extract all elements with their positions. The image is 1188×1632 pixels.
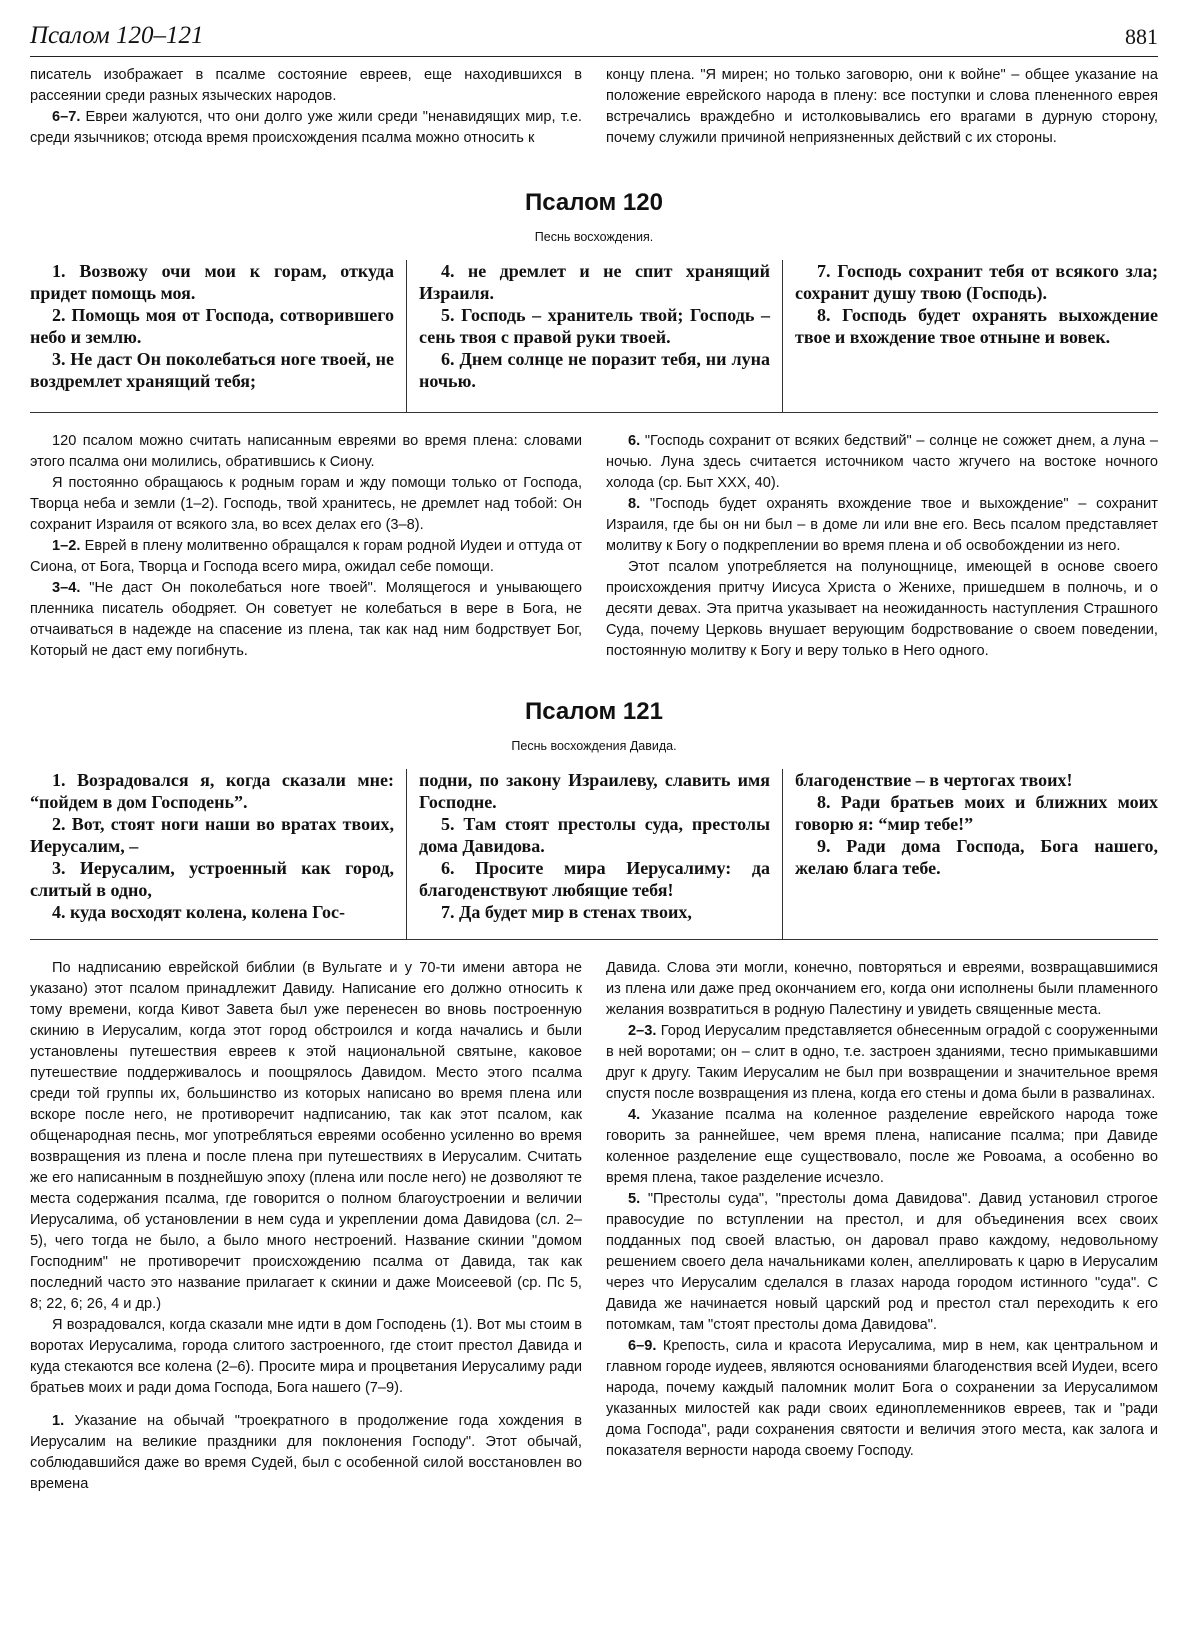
paragraph-text: "Престолы суда", "престолы дома Давидова". Давид установил строгое правосудие по вступлении на престол, и для объединения всех своих подданных под своей властью, он даровал право каждому, недовольному решением своего дела начальниками колен, апеллировать к царю в Иерусалим через что Иерусалим сделался в глазах народа городом истинного "суда". С Давида же начинается новый царский род и престол стал переходить к его потомкам, там "стоят престолы дома Давидова". bbox=[606, 1191, 1158, 1333]
paragraph-text: Евреи жалуются, что они долго уже жили среди "ненавидящих мир, т.е. среди язычников; отсюда время происхождения псалма можно относить к bbox=[30, 109, 582, 146]
paragraph-text: Я постоянно обращаюсь к родным горам и жду помощи только от Господа, Творца неба и земли (1–2). Господь, твой хранитесь, не дремлет над тобой: Он сохранит Израиля от всякого зла, во всех делах его (3–8). bbox=[30, 475, 582, 533]
verse-reference: 2–3. bbox=[628, 1023, 657, 1039]
psalm-121-verse-column-3 bbox=[782, 769, 1158, 939]
paragraph bbox=[606, 958, 1158, 1021]
paragraph bbox=[606, 557, 1158, 662]
verse: 1. Возвожу очи мои к горам, откуда придет помощь моя. bbox=[30, 261, 394, 303]
paragraph bbox=[30, 958, 582, 1315]
paragraph bbox=[606, 1021, 1158, 1105]
verse-reference: 5. bbox=[628, 1191, 641, 1207]
verse: 4. куда восходят колена, колена Гос- bbox=[52, 902, 345, 922]
paragraph bbox=[606, 1189, 1158, 1336]
paragraph-text: Этот псалом употребляется на полунощнице, имеющей в основе своего происхождения притчу Иисуса Христа о Женихе, пришедшем в полночь, и о десяти девах. Эта притча указывает на неожиданность наступления Страшного Суда, почему Церковь внушает верующим бодрствование о своем поведении, постоянную молитву к Богу и веру только в Него одного. bbox=[606, 559, 1158, 659]
verse: 7. Да будет мир в стенах твоих, bbox=[441, 902, 692, 922]
verse: 6. Днем солнце не поразит тебя, ни луна ночью. bbox=[419, 349, 770, 391]
paragraph-text: "Господь сохранит от всяких бедствий" – солнце не сожжет днем, а луна – ночью. Луна здесь считается источником часто жгучего на востоке ночного холода (ср. Быт XXX, 40). bbox=[606, 433, 1158, 491]
paragraph bbox=[606, 65, 1158, 149]
paragraph bbox=[30, 107, 582, 149]
paragraph bbox=[30, 1315, 582, 1399]
paragraph-text: По надписанию еврейской библии (в Вульгате и у 70-ти имени автора не указано) этот псалом принадлежит Давиду. Написание его должно относить к тому времени, когда Кивот Завета был уже перенесен во вновь построенную скинию в Иерусалим, когда этот город обстроился и когда начались и были установлены путешествия евреев к этой национальной святыне, каковое путешествие поддерживалось и поощрялось Давидом. Место этого псалма среди той группы их, большинство из которых написано во время плена или вскоре после него, не противоречит надписанию, так как этот псалом, как общенародная песнь, мог употребляться евреями особенно усиленно во время возвращения из плена и после плена при путешествиях в Иерусалим. Считать же его написанным в позднейшую эпоху (плена или после него) не дозволяют те места содержания псалма, где говорится о полном благоустроении и величии Иерусалима, об установлении в нем суда и укреплении дома Давидова (сл. 2–5), чего тогда не было, а было много нестроений. Название скинии "домом Господним" не противоречит происхождению псалма от Давида, так как последний часто это название прилагает к скинии и даже Моисеевой (ср. Пс 5, 8; 22, 6; 26, 4 и др.) bbox=[30, 960, 582, 1312]
paragraph bbox=[606, 494, 1158, 557]
page-number: 881 bbox=[1125, 24, 1158, 49]
paragraph bbox=[30, 431, 582, 473]
verse-reference: 4. bbox=[628, 1107, 641, 1123]
intro-commentary bbox=[30, 65, 1158, 149]
psalm-121-commentary-right bbox=[606, 958, 1158, 1495]
paragraph-text: 120 псалом можно считать написанным евреями во время плена: словами этого псалма они молились, обратившись к Сиону. bbox=[30, 433, 582, 470]
psalm-121-subtitle: Песнь восхождения Давида. bbox=[511, 739, 677, 753]
verse: 1. Возрадовался я, когда сказали мне: “пойдем в дом Господень”. bbox=[30, 770, 394, 812]
paragraph bbox=[30, 536, 582, 578]
psalm-120-verse-column-1 bbox=[30, 260, 406, 412]
verse: 2. Вот, стоят ноги наши во вратах твоих, Иерусалим, – bbox=[30, 814, 394, 856]
psalm-120-commentary-left bbox=[30, 431, 582, 662]
paragraph-text: писатель изображает в псалме состояние евреев, еще находившихся в рассеянии среди разных языческих народов. bbox=[30, 67, 582, 104]
paragraph bbox=[30, 65, 582, 107]
running-title: Псалом 120–121 bbox=[30, 22, 204, 49]
verse: 2. Помощь моя от Господа, сотворившего небо и землю. bbox=[30, 305, 394, 347]
paragraph bbox=[30, 473, 582, 536]
psalm-120-commentary-right bbox=[606, 431, 1158, 662]
verse: 3. Иерусалим, устроенный как город, слитый в одно, bbox=[30, 858, 394, 900]
paragraph-text: "Господь будет охранять вхождение твое и выхождение" – сохранит Израиля, где бы он ни был – в доме ли или вне его. Весь псалом представляет молитву к Богу о подкреплении во время плена и об освобождении из него. bbox=[606, 496, 1158, 554]
verse-reference: 3–4. bbox=[52, 580, 81, 596]
verse: 3. Не даст Он поколебаться ноге твоей, не воздремлет хранящий тебя; bbox=[30, 349, 394, 391]
verse: 5. Там стоят престолы суда, престолы дома Давидова. bbox=[419, 814, 770, 856]
paragraph bbox=[606, 1336, 1158, 1462]
psalm-120-subtitle: Песнь восхождения. bbox=[534, 230, 654, 244]
verse-reference: 1–2. bbox=[52, 538, 81, 554]
verse: 9. Ради дома Господа, Бога нашего, желаю блага тебе. bbox=[795, 836, 1158, 878]
psalm-120-title: Псалом 120 bbox=[525, 189, 663, 216]
verse-reference: 8. bbox=[628, 496, 641, 512]
paragraph-text: Город Иерусалим представляется обнесенным оградой с сооруженными в ней воротами; он – слит в одно, т.е. застроен зданиями, тесно примыкавшими друг к другу. Таким Иерусалим не был при возвращении и значительное время спустя после возвращения из плена, когда его стены и дома были в развалинах. bbox=[606, 1023, 1158, 1102]
verse: 5. Господь – хранитель твой; Господь – сень твоя с правой руки твоей. bbox=[419, 305, 770, 347]
verse: благоденствие – в чертогах твоих! bbox=[795, 770, 1073, 790]
psalm-121-verse-column-2 bbox=[406, 769, 782, 939]
verse-reference: 6. bbox=[628, 433, 641, 449]
paragraph-text: "Не даст Он поколебаться ноге твоей". Молящегося и унывающего пленника писатель ободряет. Он советует не колебаться в вере в Бога, не отчаиваться в надежде на спасение из плена, так как над ним бодрствует Бог, Который не даст ему погибнуть. bbox=[30, 580, 582, 659]
paragraph-text: Давида. Слова эти могли, конечно, повторяться и евреями, возвращавшимися из плена или даже пред окончанием его, когда они исполнены были пламенного желания возвратиться в родную Палестину и увидеть священные места. bbox=[606, 960, 1158, 1018]
paragraph bbox=[606, 431, 1158, 494]
psalm-120-verses bbox=[30, 260, 1158, 413]
paragraph-text: Указание псалма на коленное разделение еврейского народа тоже говорить за раннейшее, чем время плена, написание псалма; при Давиде коленное разделение еще существовало, после же Ровоама, а особенно во время плена, такое разделение исчезло. bbox=[606, 1107, 1158, 1186]
psalm-121-title: Псалом 121 bbox=[525, 698, 663, 725]
verse: 7. Господь сохранит тебя от всякого зла; сохранит душу твою (Господь). bbox=[795, 261, 1158, 303]
intro-left-column bbox=[30, 65, 582, 149]
verse: 8. Господь будет охранять выхождение твое и вхождение твое отныне и вовек. bbox=[795, 305, 1158, 347]
paragraph bbox=[30, 578, 582, 662]
paragraph-text: концу плена. "Я мирен; но только заговорю, они к войне" – общее указание на положение еврейского народа в плену: все поступки и слова плененного еврея встречались враждебно и истолковывались его врагами в дурную сторону, почему служили причиной неприязненных действий с их стороны. bbox=[606, 67, 1158, 146]
verse: 8. Ради братьев моих и ближних моих говорю я: “мир тебе!” bbox=[795, 792, 1158, 834]
paragraph-text: Указание на обычай "троекратного в продолжение года хождения в Иерусалим на великие праздники для поклонения Господу". Этот обычай, соблюдавшийся даже во время Судей, был с особенной силой восстановлен во времена bbox=[30, 1413, 582, 1492]
page bbox=[30, 18, 1158, 1495]
intro-right-column bbox=[606, 65, 1158, 149]
verse-reference: 6–9. bbox=[628, 1338, 657, 1354]
paragraph-text: Еврей в плену молитвенно обращался к горам родной Иудеи и оттуда от Сиона, от Бога, Творца и Господа всего мира, ожидал себе помощи. bbox=[30, 538, 582, 575]
psalm-120-commentary bbox=[30, 431, 1158, 662]
verse: 4. не дремлет и не спит хранящий Израиля. bbox=[419, 261, 770, 303]
psalm-121-verses bbox=[30, 769, 1158, 940]
verse-reference: 6–7. bbox=[52, 109, 81, 125]
verse: подни, по закону Израилеву, славить имя Господне. bbox=[419, 770, 770, 812]
psalm-121-commentary bbox=[30, 958, 1158, 1495]
psalm-121-verse-column-1 bbox=[30, 769, 406, 939]
running-header bbox=[30, 18, 1158, 57]
paragraph bbox=[606, 1105, 1158, 1189]
psalm-120-verse-column-3 bbox=[782, 260, 1158, 412]
verse: 6. Просите мира Иерусалиму: да благоденствуют любящие тебя! bbox=[419, 858, 770, 900]
paragraph bbox=[30, 1411, 582, 1495]
paragraph-text: Я возрадовался, когда сказали мне идти в дом Господень (1). Вот мы стоим в воротах Иерусалима, города слитого застроенного, где стоит престол Давида и куда стекаются все колена (2–6). Просите мира и процветания Иерусалиму ради братьев моих и ради дома Господа, Бога нашего (7–9). bbox=[30, 1317, 582, 1396]
verse-reference: 1. bbox=[52, 1413, 65, 1429]
paragraph-text: Крепость, сила и красота Иерусалима, мир в нем, как центральном и главном городе иудеев, являются основаниями благоденствия всей Иудеи, всего народа, почему каждый паломник молит Бога о сохранении за Иерусалимом указанных милостей как ради своих единоплеменников евреев, так и "ради дома Господа", ради сохранения святости и величия этого места, как залога и показателя верности народа своему Господу. bbox=[606, 1338, 1158, 1459]
psalm-120-verse-column-2 bbox=[406, 260, 782, 412]
psalm-121-commentary-left bbox=[30, 958, 582, 1495]
